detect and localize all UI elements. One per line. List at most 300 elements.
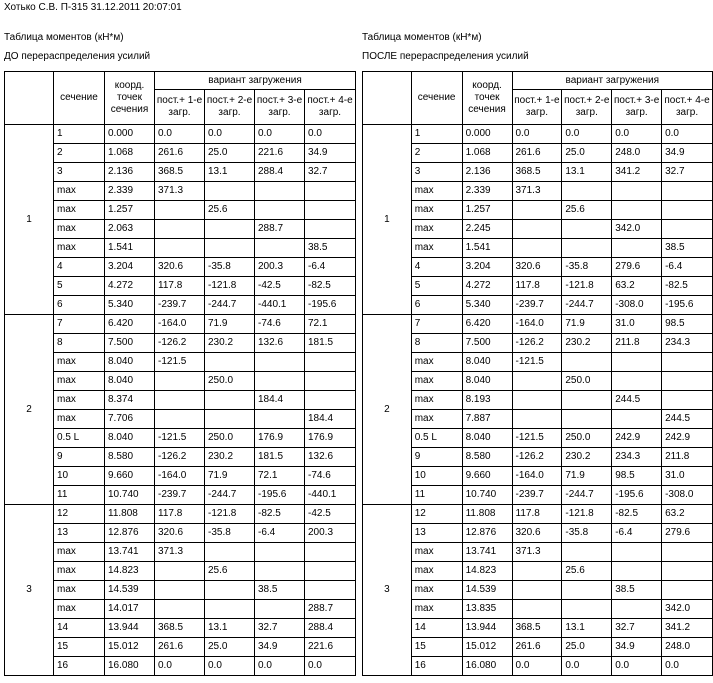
v3-cell: -74.6: [255, 315, 305, 334]
v4-cell: -82.5: [662, 277, 713, 296]
section-cell: 9: [411, 448, 462, 467]
table-row: [5, 619, 356, 638]
v3-cell: [612, 410, 662, 429]
table-row: [5, 220, 356, 239]
v3-cell: 72.1: [255, 467, 305, 486]
v2-cell: -121.8: [562, 277, 612, 296]
v3-cell: 184.4: [255, 391, 305, 410]
table-row: [363, 410, 713, 429]
coord-cell: 8.193: [462, 391, 512, 410]
coord-cell: 9.660: [462, 467, 512, 486]
v3-cell: 342.0: [612, 220, 662, 239]
v2-cell: -35.8: [562, 258, 612, 277]
section-cell: 6: [54, 296, 105, 315]
v4-cell: [662, 220, 713, 239]
section-cell: 2: [411, 144, 462, 163]
coord-cell: 8.040: [105, 372, 155, 391]
coord-cell: 13.944: [105, 619, 155, 638]
coord-cell: 3.204: [105, 258, 155, 277]
section-cell: max: [54, 220, 105, 239]
v1-cell: [512, 562, 562, 581]
v2-cell: 0.0: [205, 657, 255, 676]
header-coord: коорд. точек сечения: [462, 72, 512, 125]
table-row: [5, 486, 356, 505]
table-row: [5, 505, 356, 524]
coord-cell: 2.245: [462, 220, 512, 239]
v3-cell: -195.6: [255, 486, 305, 505]
v1-cell: -126.2: [512, 334, 562, 353]
header-v2: пост.+ 2-е загр.: [562, 90, 612, 125]
table-row: [363, 448, 713, 467]
coord-cell: 8.040: [462, 429, 512, 448]
v3-cell: -195.6: [612, 486, 662, 505]
section-cell: 5: [54, 277, 105, 296]
v4-cell: [305, 353, 356, 372]
section-cell: 14: [54, 619, 105, 638]
v3-cell: 181.5: [255, 448, 305, 467]
v3-cell: -440.1: [255, 296, 305, 315]
table-row: [363, 524, 713, 543]
table-row: [363, 505, 713, 524]
v2-cell: 71.9: [562, 467, 612, 486]
v2-cell: 250.0: [205, 372, 255, 391]
v3-cell: 244.5: [612, 391, 662, 410]
section-cell: max: [411, 201, 462, 220]
section-cell: max: [54, 410, 105, 429]
v3-cell: 32.7: [612, 619, 662, 638]
v3-cell: 242.9: [612, 429, 662, 448]
v2-cell: [562, 410, 612, 429]
section-cell: max: [411, 182, 462, 201]
coord-cell: 2.136: [105, 163, 155, 182]
v3-cell: [255, 562, 305, 581]
v1-cell: [155, 220, 205, 239]
section-cell: max: [54, 182, 105, 201]
v1-cell: [512, 581, 562, 600]
v1-cell: 0.0: [155, 657, 205, 676]
v4-cell: 279.6: [662, 524, 713, 543]
coord-cell: 5.340: [462, 296, 512, 315]
v4-cell: 200.3: [305, 524, 356, 543]
v4-cell: [305, 562, 356, 581]
v3-cell: [255, 600, 305, 619]
v2-cell: -244.7: [205, 486, 255, 505]
v4-cell: 234.3: [662, 334, 713, 353]
v4-cell: 132.6: [305, 448, 356, 467]
section-cell: 4: [54, 258, 105, 277]
v2-cell: 230.2: [562, 334, 612, 353]
header-v4: пост.+ 4-е загр.: [662, 90, 713, 125]
section-cell: max: [411, 581, 462, 600]
left-table-subtitle: ДО перераспределения усилий: [4, 51, 151, 62]
coord-cell: 7.706: [105, 410, 155, 429]
v1-cell: -239.7: [512, 296, 562, 315]
table-row: [5, 277, 356, 296]
v4-cell: 242.9: [662, 429, 713, 448]
v2-cell: [205, 353, 255, 372]
table-row: [363, 638, 713, 657]
v2-cell: 0.0: [562, 125, 612, 144]
v2-cell: 25.6: [562, 562, 612, 581]
table-row: [5, 410, 356, 429]
section-cell: 5: [411, 277, 462, 296]
v1-cell: 0.0: [512, 125, 562, 144]
section-cell: 4: [411, 258, 462, 277]
moments-table-before: [4, 71, 356, 676]
v3-cell: [612, 182, 662, 201]
v3-cell: 200.3: [255, 258, 305, 277]
table-row: [363, 372, 713, 391]
v3-cell: [612, 372, 662, 391]
v4-cell: 244.5: [662, 410, 713, 429]
v1-cell: 261.6: [512, 144, 562, 163]
v4-cell: 32.7: [305, 163, 356, 182]
section-cell: max: [54, 372, 105, 391]
v1-cell: 261.6: [155, 638, 205, 657]
section-cell: 0.5 L: [411, 429, 462, 448]
coord-cell: 16.080: [105, 657, 155, 676]
v3-cell: 34.9: [255, 638, 305, 657]
coord-cell: 14.017: [105, 600, 155, 619]
v3-cell: [612, 353, 662, 372]
v3-cell: [612, 543, 662, 562]
section-cell: max: [411, 372, 462, 391]
table-row: [363, 619, 713, 638]
section-cell: max: [54, 600, 105, 619]
coord-cell: 14.823: [462, 562, 512, 581]
v4-cell: [305, 182, 356, 201]
v1-cell: -121.5: [155, 429, 205, 448]
section-cell: max: [411, 410, 462, 429]
span-label: 2: [5, 315, 54, 505]
v4-cell: 0.0: [305, 125, 356, 144]
v4-cell: 176.9: [305, 429, 356, 448]
v3-cell: [612, 562, 662, 581]
section-cell: max: [411, 220, 462, 239]
v4-cell: [305, 201, 356, 220]
v4-cell: [662, 543, 713, 562]
coord-cell: 2.339: [462, 182, 512, 201]
v1-cell: -164.0: [155, 315, 205, 334]
coord-cell: 8.040: [462, 353, 512, 372]
section-cell: max: [411, 600, 462, 619]
v3-cell: 32.7: [255, 619, 305, 638]
v2-cell: [562, 220, 612, 239]
v1-cell: 368.5: [155, 163, 205, 182]
v2-cell: 25.0: [562, 638, 612, 657]
v3-cell: 341.2: [612, 163, 662, 182]
right-table-subtitle: ПОСЛЕ перераспределения усилий: [362, 51, 529, 62]
table-row: [363, 391, 713, 410]
v4-cell: 63.2: [662, 505, 713, 524]
section-cell: max: [411, 562, 462, 581]
v3-cell: [612, 600, 662, 619]
v3-cell: 38.5: [612, 581, 662, 600]
v1-cell: 117.8: [512, 277, 562, 296]
v1-cell: 371.3: [155, 543, 205, 562]
v4-cell: -195.6: [662, 296, 713, 315]
coord-cell: 8.580: [462, 448, 512, 467]
section-cell: 16: [411, 657, 462, 676]
v1-cell: 371.3: [512, 182, 562, 201]
table-row: [5, 543, 356, 562]
table-row: [5, 334, 356, 353]
coord-cell: 1.541: [462, 239, 512, 258]
v1-cell: -121.5: [155, 353, 205, 372]
v3-cell: -42.5: [255, 277, 305, 296]
v3-cell: [612, 201, 662, 220]
coord-cell: 1.257: [462, 201, 512, 220]
v3-cell: 34.9: [612, 638, 662, 657]
v3-cell: 234.3: [612, 448, 662, 467]
v1-cell: [155, 562, 205, 581]
coord-cell: 1.068: [105, 144, 155, 163]
v2-cell: 230.2: [562, 448, 612, 467]
table-row: [5, 163, 356, 182]
v2-cell: [205, 543, 255, 562]
v4-cell: 248.0: [662, 638, 713, 657]
v2-cell: -244.7: [205, 296, 255, 315]
section-cell: 7: [54, 315, 105, 334]
v3-cell: [255, 201, 305, 220]
v1-cell: -164.0: [155, 467, 205, 486]
header-v2: пост.+ 2-е загр.: [205, 90, 255, 125]
section-cell: max: [54, 562, 105, 581]
coord-cell: 15.012: [462, 638, 512, 657]
table-row: [363, 657, 713, 676]
v2-cell: [205, 239, 255, 258]
v2-cell: 250.0: [562, 429, 612, 448]
table-row: [5, 239, 356, 258]
table-row: [363, 182, 713, 201]
v2-cell: [562, 391, 612, 410]
section-cell: 10: [54, 467, 105, 486]
v2-cell: [205, 220, 255, 239]
v4-cell: 221.6: [305, 638, 356, 657]
coord-cell: 12.876: [105, 524, 155, 543]
section-cell: 7: [411, 315, 462, 334]
v2-cell: 25.0: [562, 144, 612, 163]
v2-cell: -121.8: [562, 505, 612, 524]
table-row: [5, 391, 356, 410]
section-cell: 8: [54, 334, 105, 353]
section-cell: 3: [411, 163, 462, 182]
table-row: [5, 315, 356, 334]
table-row: [5, 448, 356, 467]
v2-cell: [205, 391, 255, 410]
coord-cell: 3.204: [462, 258, 512, 277]
v1-cell: [155, 581, 205, 600]
v1-cell: -121.5: [512, 353, 562, 372]
v3-cell: 248.0: [612, 144, 662, 163]
table-row: [5, 657, 356, 676]
v1-cell: 320.6: [155, 524, 205, 543]
table-row: [363, 201, 713, 220]
section-cell: max: [54, 543, 105, 562]
table-row: [363, 125, 713, 144]
v1-cell: [512, 220, 562, 239]
section-cell: 1: [411, 125, 462, 144]
coord-cell: 2.136: [462, 163, 512, 182]
table-row: [5, 600, 356, 619]
coord-cell: 9.660: [105, 467, 155, 486]
v1-cell: [512, 410, 562, 429]
v2-cell: 230.2: [205, 334, 255, 353]
section-cell: 1: [54, 125, 105, 144]
report-header: Хотько С.В. П-315 31.12.2011 20:07:01: [4, 2, 182, 13]
table-row: [5, 296, 356, 315]
section-cell: max: [54, 391, 105, 410]
coord-cell: 14.823: [105, 562, 155, 581]
coord-cell: 8.580: [105, 448, 155, 467]
table-row: [363, 543, 713, 562]
v1-cell: 261.6: [512, 638, 562, 657]
coord-cell: 15.012: [105, 638, 155, 657]
v2-cell: 25.0: [205, 144, 255, 163]
v3-cell: 132.6: [255, 334, 305, 353]
v3-cell: [255, 239, 305, 258]
table-row: [363, 353, 713, 372]
coord-cell: 7.500: [105, 334, 155, 353]
section-cell: 2: [54, 144, 105, 163]
coord-cell: 7.500: [462, 334, 512, 353]
coord-cell: 14.539: [462, 581, 512, 600]
coord-cell: 11.808: [462, 505, 512, 524]
v4-cell: 0.0: [662, 125, 713, 144]
v3-cell: 0.0: [255, 125, 305, 144]
v3-cell: -82.5: [612, 505, 662, 524]
span-label: 3: [363, 505, 412, 676]
v4-cell: 72.1: [305, 315, 356, 334]
coord-cell: 8.040: [462, 372, 512, 391]
section-cell: 12: [411, 505, 462, 524]
coord-cell: 6.420: [462, 315, 512, 334]
v4-cell: 211.8: [662, 448, 713, 467]
v1-cell: 368.5: [512, 163, 562, 182]
v1-cell: -164.0: [512, 467, 562, 486]
v1-cell: [155, 372, 205, 391]
coord-cell: 11.808: [105, 505, 155, 524]
v4-cell: -42.5: [305, 505, 356, 524]
v2-cell: [205, 410, 255, 429]
v2-cell: 0.0: [205, 125, 255, 144]
header-v1: пост.+ 1-е загр.: [155, 90, 205, 125]
section-cell: 11: [54, 486, 105, 505]
v3-cell: 38.5: [255, 581, 305, 600]
v4-cell: 0.0: [662, 657, 713, 676]
coord-cell: 4.272: [105, 277, 155, 296]
table-row: [363, 581, 713, 600]
v1-cell: -239.7: [155, 486, 205, 505]
v2-cell: 25.6: [205, 201, 255, 220]
header-v3: пост.+ 3-е загр.: [255, 90, 305, 125]
section-cell: 9: [54, 448, 105, 467]
v2-cell: 13.1: [562, 163, 612, 182]
span-label: 1: [363, 125, 412, 315]
table-row: [363, 144, 713, 163]
moments-table-after: [362, 71, 713, 676]
v4-cell: 38.5: [305, 239, 356, 258]
section-cell: max: [54, 239, 105, 258]
section-cell: max: [411, 391, 462, 410]
v1-cell: 117.8: [155, 505, 205, 524]
v3-cell: 31.0: [612, 315, 662, 334]
left-table-title: Таблица моментов (кН*м): [4, 32, 124, 43]
v4-cell: -82.5: [305, 277, 356, 296]
table-row: [363, 239, 713, 258]
v1-cell: [155, 201, 205, 220]
table-row: [5, 372, 356, 391]
section-cell: 14: [411, 619, 462, 638]
table-row: [5, 581, 356, 600]
v4-cell: [305, 391, 356, 410]
v3-cell: 288.4: [255, 163, 305, 182]
section-cell: 16: [54, 657, 105, 676]
v2-cell: 71.9: [562, 315, 612, 334]
v4-cell: [305, 372, 356, 391]
v1-cell: -164.0: [512, 315, 562, 334]
table-row: [363, 277, 713, 296]
v2-cell: 250.0: [205, 429, 255, 448]
v2-cell: 25.0: [205, 638, 255, 657]
v2-cell: -121.8: [205, 277, 255, 296]
v1-cell: [155, 239, 205, 258]
v2-cell: -244.7: [562, 486, 612, 505]
v3-cell: 0.0: [612, 125, 662, 144]
v4-cell: -6.4: [662, 258, 713, 277]
v4-cell: [662, 391, 713, 410]
v2-cell: [205, 182, 255, 201]
v2-cell: [562, 581, 612, 600]
v1-cell: -239.7: [512, 486, 562, 505]
v4-cell: [662, 372, 713, 391]
v2-cell: 71.9: [205, 467, 255, 486]
v2-cell: [562, 239, 612, 258]
section-cell: 15: [54, 638, 105, 657]
coord-cell: 8.374: [105, 391, 155, 410]
v2-cell: 25.6: [205, 562, 255, 581]
v4-cell: [662, 353, 713, 372]
v3-cell: -6.4: [612, 524, 662, 543]
v2-cell: [562, 353, 612, 372]
v1-cell: -239.7: [155, 296, 205, 315]
coord-cell: 14.539: [105, 581, 155, 600]
section-cell: 15: [411, 638, 462, 657]
coord-cell: 13.944: [462, 619, 512, 638]
coord-cell: 6.420: [105, 315, 155, 334]
section-cell: 6: [411, 296, 462, 315]
coord-cell: 13.741: [462, 543, 512, 562]
v1-cell: 371.3: [512, 543, 562, 562]
table-row: [5, 429, 356, 448]
v3-cell: 0.0: [255, 657, 305, 676]
v3-cell: 211.8: [612, 334, 662, 353]
v4-cell: 288.7: [305, 600, 356, 619]
v1-cell: 0.0: [512, 657, 562, 676]
v1-cell: 117.8: [512, 505, 562, 524]
v3-cell: 279.6: [612, 258, 662, 277]
header-section: сечение: [54, 72, 105, 125]
v2-cell: 13.1: [562, 619, 612, 638]
table-row: [5, 258, 356, 277]
v3-cell: [255, 353, 305, 372]
v1-cell: [155, 600, 205, 619]
v1-cell: 320.6: [512, 258, 562, 277]
v4-cell: 0.0: [305, 657, 356, 676]
coord-cell: 16.080: [462, 657, 512, 676]
coord-cell: 0.000: [105, 125, 155, 144]
table-row: [5, 562, 356, 581]
